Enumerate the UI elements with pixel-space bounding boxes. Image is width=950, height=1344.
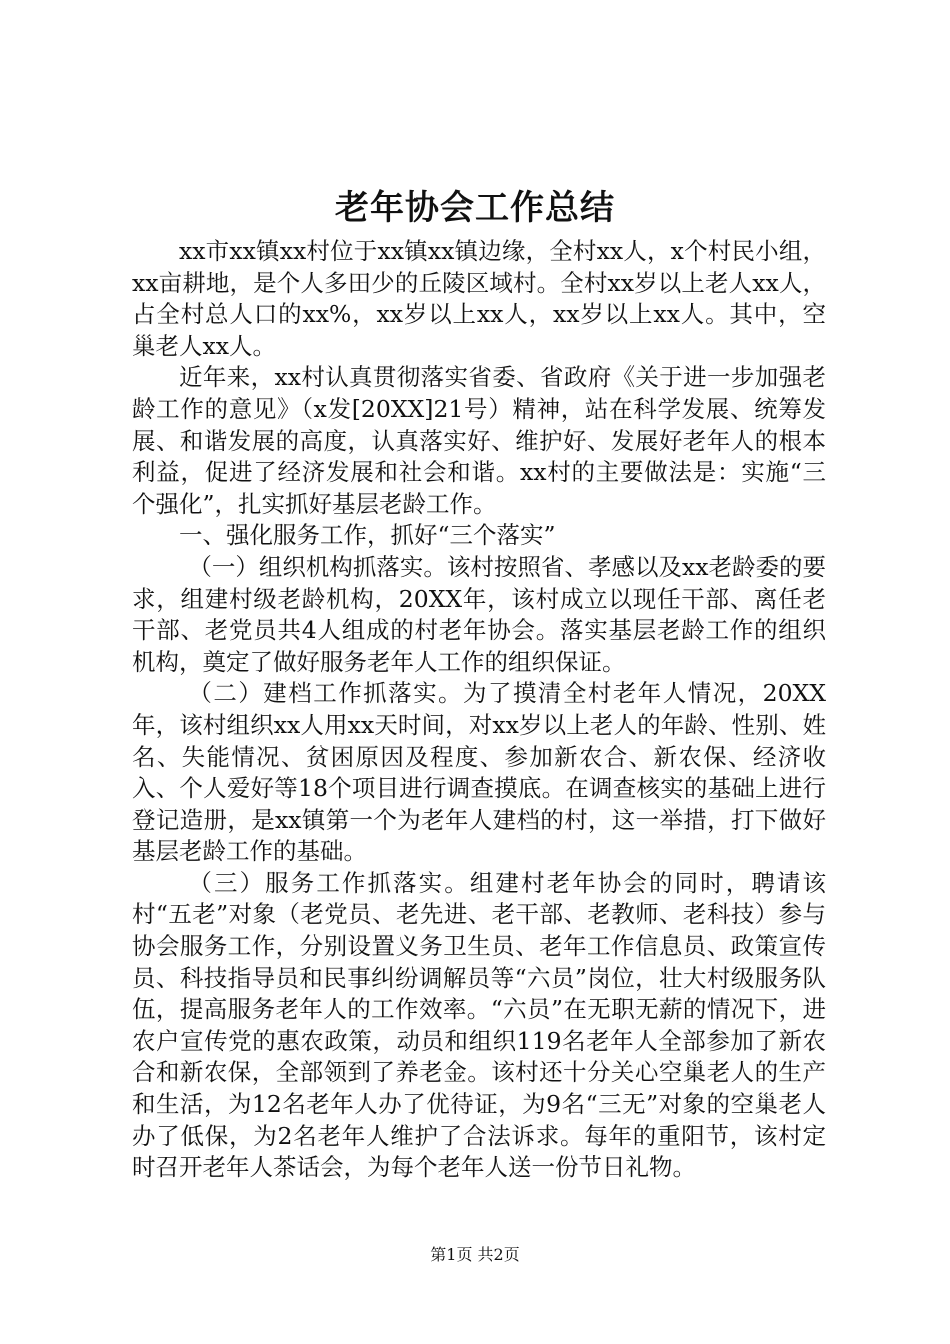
paragraph-service: （三）服务工作抓落实。组建村老年协会的同时，聘请该村“五老”对象（老党员、老先进、老干部、老教师、老科技）参与协会服务工作，分别设置义务卫生员、老年工作信息员、政策宣传员、科技指导员和民事纠纷调解员等“六员”岗位，壮大村级服务队伍，提高服务老年人的工作效率。“六员”在无职无薪的情况下，进农户宣传党的惠农政策，动员和组织119名老年人全部参加了新农合和新农保，全部领到了养老金。该村还十分关心空巢老人的生产和生活，为12名老年人办了优待证，为9名“三无”对象的空巢老人办了低保，为2名老年人维护了合法诉求。每年的重阳节，该村定时召开老年人茶话会，为每个老年人送一份节日礼物。 bbox=[132, 868, 826, 1182]
page-footer: 第1页 共2页 bbox=[430, 1245, 520, 1264]
paragraph-intro: xx市xx镇xx村位于xx镇xx镇边缘，全村xx人，x个村民小组，xx亩耕地，是个人多田少的丘陵区域村。全村xx岁以上老人xx人，占全村总人口的xx%，xx岁以上xx人，xx岁以上xx人。其中，空巢老人xx人。 bbox=[132, 237, 826, 360]
document-title: 老年协会工作总结 bbox=[335, 188, 615, 228]
paragraph-overview: 近年来，xx村认真贯彻落实省委、省政府《关于进一步加强老龄工作的意见》（x发[20XX]21号）精神，站在科学发展、统筹发展、和谐发展的高度，认真落实好、维护好、发展好老年人的根本利益，促进了经济发展和社会和谐。xx村的主要做法是：实施“三个强化”，扎实抓好基层老龄工作。 bbox=[132, 363, 826, 518]
paragraph-archiving: （二）建档工作抓落实。为了摸清全村老年人情况，20XX年，该村组织xx人用xx天时间，对xx岁以上老人的年龄、性别、姓名、失能情况、贫困原因及程度、参加新农合、新农保、经济收入、个人爱好等18个项目进行调查摸底。在调查核实的基础上进行登记造册，是xx镇第一个为老年人建档的村，这一举措，打下做好基层老龄工作的基础。 bbox=[132, 679, 826, 866]
section-heading-1: 一、强化服务工作，抓好“三个落实” bbox=[179, 521, 556, 550]
document-body bbox=[132, 236, 826, 1184]
paragraph-organization: （一）组织机构抓落实。该村按照省、孝感以及xx老龄委的要求，组建村级老龄机构，20XX年，该村成立以现任干部、离任老干部、老党员共4人组成的村老年协会。落实基层老龄工作的组织机构，奠定了做好服务老年人工作的组织保证。 bbox=[132, 552, 826, 676]
